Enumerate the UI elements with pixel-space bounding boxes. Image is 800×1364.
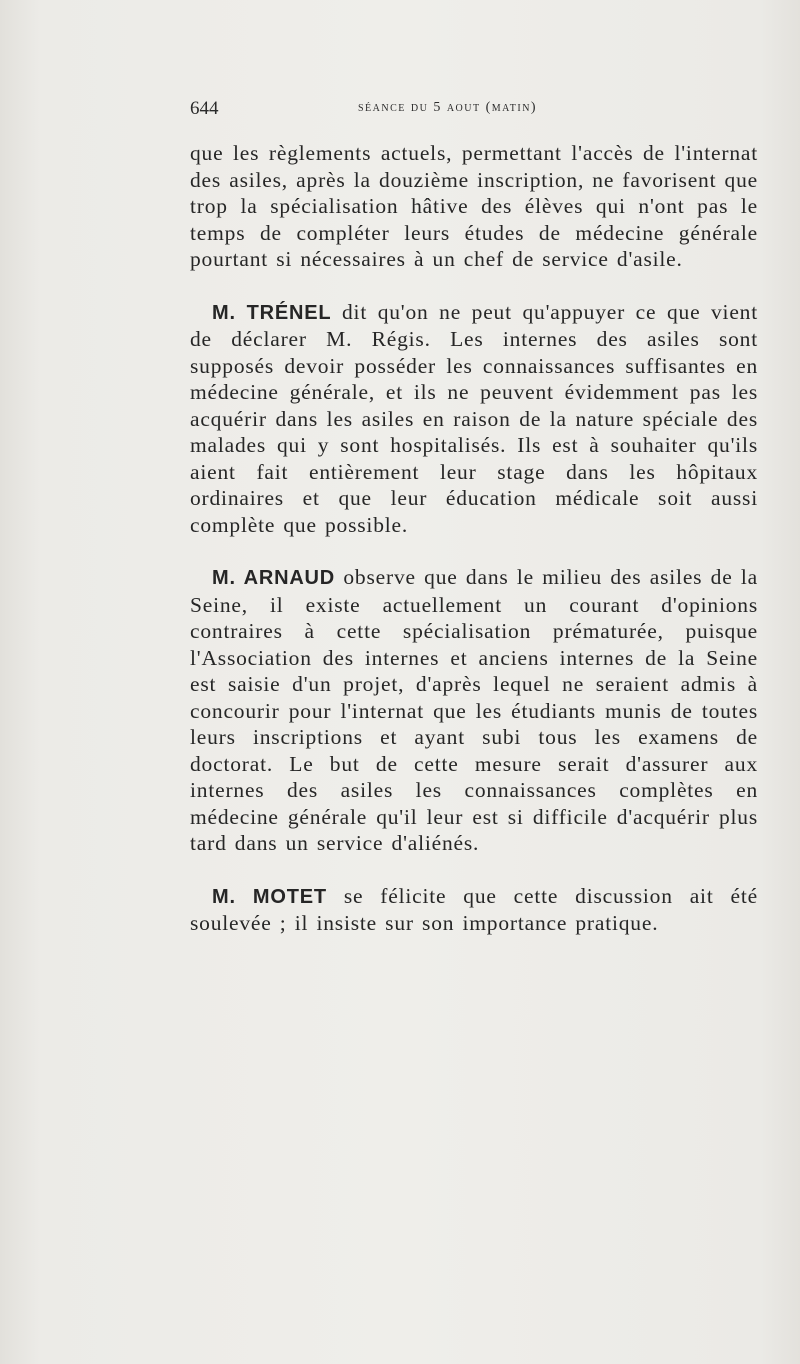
body-text [190,140,758,963]
speaker-name: M. ARNAUD [212,567,336,589]
paragraph-text: dit qu'on ne peut qu'appuyer ce que vient de déclarer M. Régis. Les internes des asiles sont supposés devoir posséder les connaissances suffisantes en médecine générale, et ils ne peuvent évidemment pas les acquérir dans les asiles en raison de la nature spéciale des malades qui y sont hospitalisés. Ils est à souhaiter qu'ils aient fait entièrement leur stage dans les hôpitaux ordinaires et que leur éducation médicale soit aussi complète que possible. [190,299,758,537]
paragraph [190,564,758,857]
speaker-name: M. TRÉNEL [212,301,332,324]
page-header [190,98,760,124]
paragraph [190,140,758,273]
paragraph-text: se félicite que cette discussion ait été soulevée ; il insiste sur son importance pratique. [190,883,758,935]
paragraph-text: observe que dans le milieu des asiles de la Seine, il existe actuellement un courant d'opinions contraires à cette spécialisation prématurée, puisque l'Association des internes et anciens internes de la Seine est saisie d'un projet, d'après lequel ne seraient admis à concourir pour l'internat que les étudiants munis de toutes leurs inscriptions et ayant subi tous les examens de doctorat. Le but de cette mesure serait d'assurer aux internes des asiles les connaissances complètes en médecine générale qu'il leur est si difficile d'acquérir plus tard dans un service d'aliénés. [190,565,758,855]
page-number: 644 [190,98,219,119]
paragraph-text: que les règlements actuels, permettant l'accès de l'internat des asiles, après la douzième inscription, ne favorisent que trop la spécialisation hâtive des élèves qui n'ont pas le temps de compléter leurs études de médecine générale pourtant si nécessaires à un chef de service d'asile. [190,141,758,271]
running-head: séance du 5 aout (matin) [358,100,538,115]
speaker-name: M. MOTET [212,885,327,908]
paragraph [190,883,758,937]
paragraph [190,299,758,539]
